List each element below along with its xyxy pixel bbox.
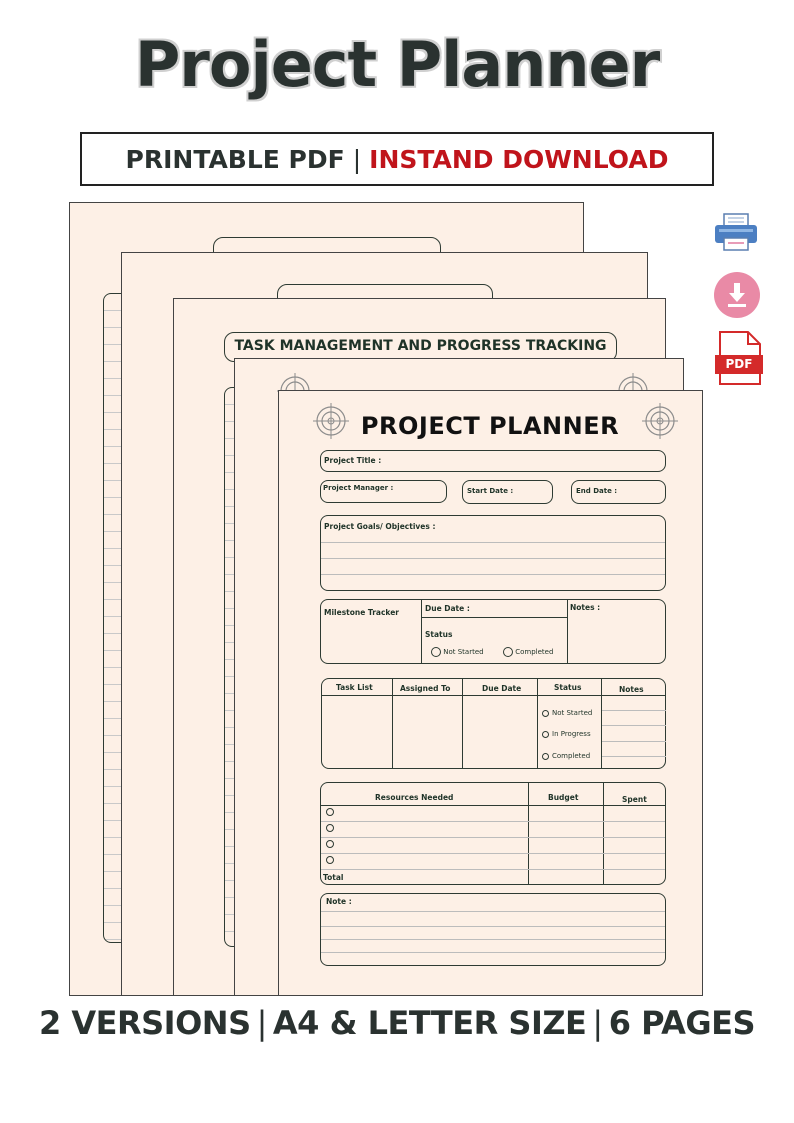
task-list-header: Task List [336,683,373,692]
download-icon [713,271,761,319]
versions-label: 2 VERSIONS [38,1004,251,1042]
resources-table [320,782,666,885]
project-manager-field: Project Manager : [320,480,447,503]
task-status-completed: Completed [542,752,590,760]
page3-header: TASK MANAGEMENT AND PROGRESS TRACKING [224,332,617,362]
milestone-tracker-section: Milestone Tracker Due Date : Status Not Started Completed Notes : [320,599,666,664]
milestone-not-started-option: Not Started [431,647,484,657]
resource-checkbox [326,824,334,832]
printable-pdf-label: PRINTABLE PDF [125,144,345,174]
instant-download-label: INSTAND DOWNLOAD [369,144,669,174]
task-status-in-progress: In Progress [542,730,591,738]
banner-separator: | [352,144,362,174]
note-section: Note : [320,893,666,966]
main-title: Project Planner [134,28,660,101]
total-label: Total [323,873,344,882]
task-table [321,678,666,769]
project-title-field: Project Title : [320,450,666,472]
due-date-header: Due Date [482,684,522,693]
front-page-title: PROJECT PLANNER [360,412,620,440]
footer-text: 2 VERSIONS | A4 & LETTER SIZE | 6 PAGES [38,1004,756,1042]
pdf-icon-label: PDF [725,357,753,371]
resource-checkbox [326,856,334,864]
end-date-field: End Date : [571,480,666,504]
task-status-not-started: Not Started [542,709,592,717]
status-header: Status [554,683,582,692]
subtitle-banner [80,132,714,186]
budget-header: Budget [548,793,579,802]
start-date-field: Start Date : [462,480,553,504]
resources-needed-header: Resources Needed [375,793,454,802]
spent-header: Spent [622,795,647,804]
notes-header: Notes [619,685,644,694]
resource-checkbox [326,808,334,816]
size-label: A4 & LETTER SIZE [272,1004,587,1042]
resource-checkbox [326,840,334,848]
pdf-file-icon [714,330,766,386]
printer-icon [713,212,759,252]
milestone-completed-option: Completed [503,647,553,657]
pages-label: 6 PAGES [608,1004,756,1042]
goals-section: Project Goals/ Objectives : [320,515,666,591]
assigned-to-header: Assigned To [400,684,451,693]
